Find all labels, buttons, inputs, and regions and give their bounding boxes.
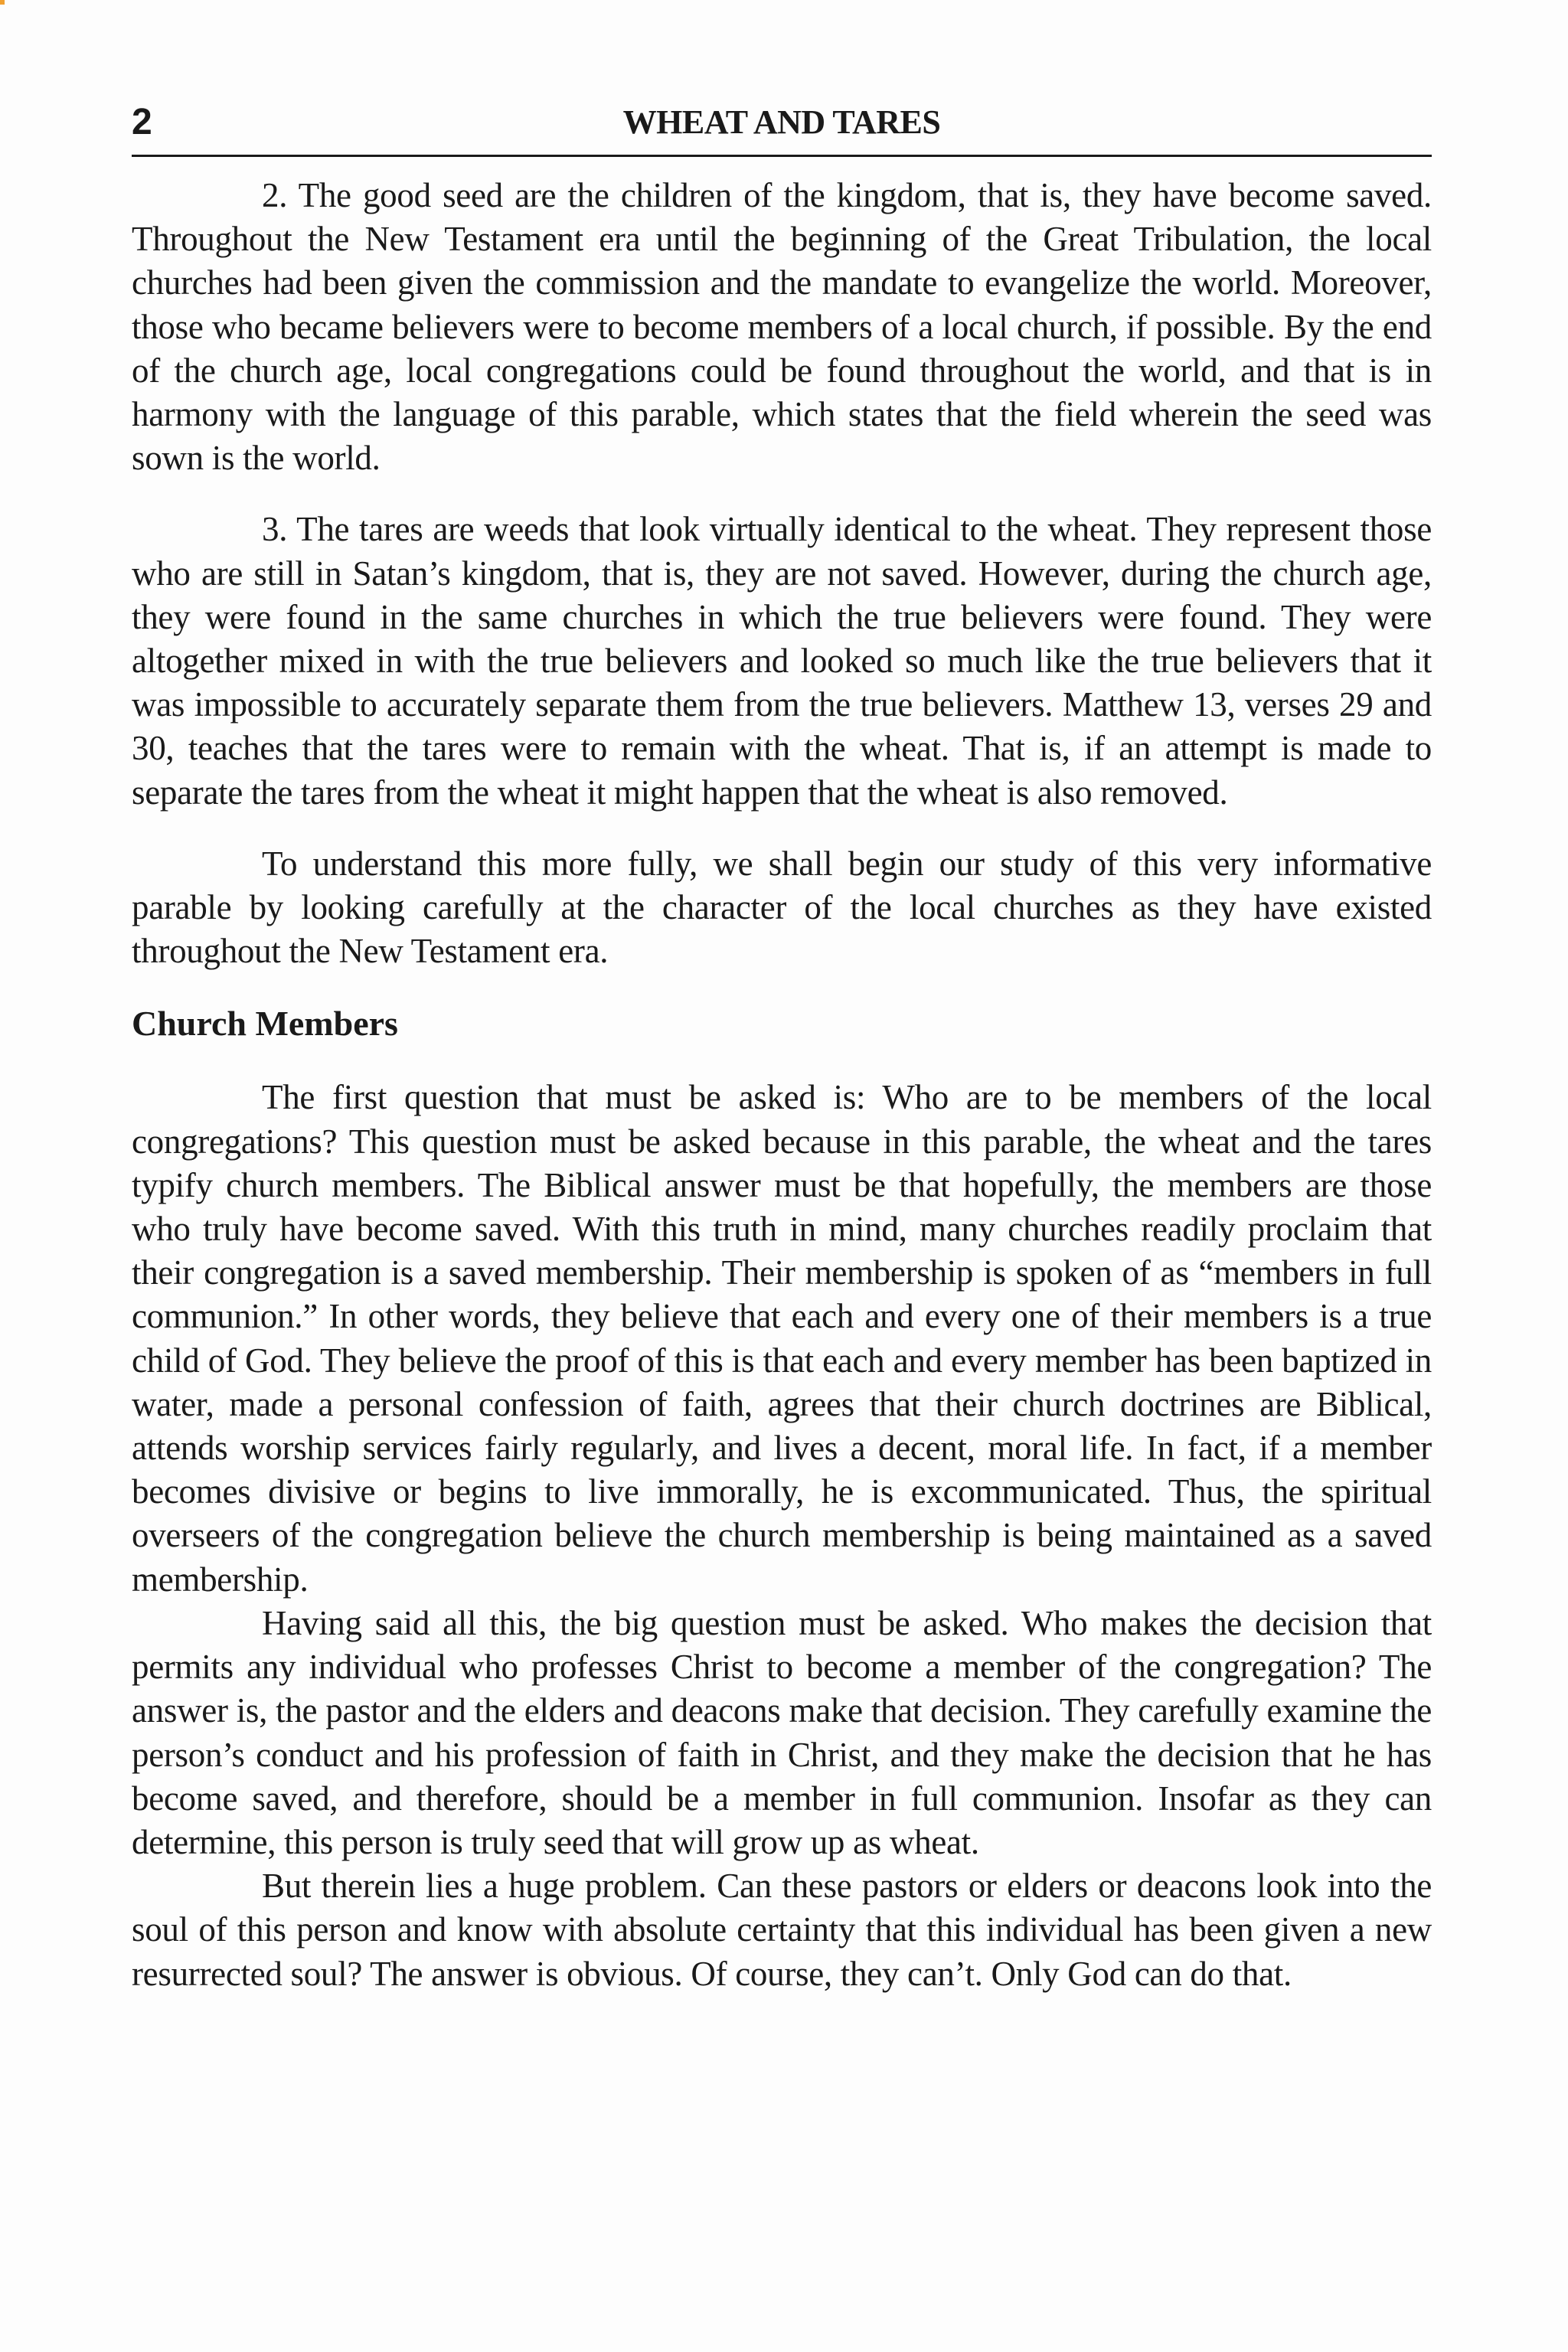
paragraph-good-seed: 2. The good seed are the children of the kingdom, that is, they have become saved. Throughout the New Testament era until the beginning of the Great Tribulation, the local churches had been given the commission and the mandate to evangelize the world. Moreover, those who became believers were to become members of a local church, if possible. By the end of the church age, local congregations could be found throughout the world, and that is in harmony with the language of this parable, which states that the field wherein the seed was sown is the world. — [132, 176, 1432, 478]
page-number: 2 — [132, 102, 152, 142]
book-page — [132, 100, 1432, 1996]
body-text — [132, 157, 1432, 1996]
paragraph-big-question: Having said all this, the big question must be asked. Who makes the decision that permits any individual who professes Christ to become a member of the congregation? The answer is, the pastor and the elders and deacons make that decision. They carefully examine the person’s conduct and his profession of faith in Christ, and they make the decision that he has become saved, and therefore, should be a member in full communion. Insofar as they can determine, this person is truly seed that will grow up as wheat. — [132, 1603, 1432, 1861]
paragraph-huge-problem: But therein lies a huge problem. Can these pastors or elders or deacons look into the soul of this person and know with absolute certainty that this individual has been given a new resurrected soul? The answer is obvious. Of course, they can’t. Only God can do that. — [132, 1867, 1432, 1993]
section-heading: Church Members — [132, 1004, 398, 1044]
paragraph-understand: To understand this more fully, we shall begin our study of this very informative parable by looking carefully at the character of the local churches as they have existed throughout the New Testament era. — [132, 844, 1432, 971]
corner-mark — [0, 0, 5, 5]
paragraph-tares: 3. The tares are weeds that look virtually identical to the wheat. They represent those who are still in Satan’s kingdom, that is, they are not saved. However, during the church age, they were found in the same churches in which the true believers were found. They were altogether mixed in with the true believers and looked so much like the true believers that it was impossible to accurately separate them from the true believers. Matthew 13, verses 29 and 30, teaches that the tares were to remain with the wheat. That is, if an attempt is made to separate the tares from the wheat it might happen that the wheat is also removed. — [132, 510, 1432, 812]
running-head — [132, 100, 1432, 157]
running-title: WHEAT AND TARES — [622, 103, 941, 141]
paragraph-first-question: The first question that must be asked is: Who are to be members of the local congregations? This question must be asked because in this parable, the wheat and the tares typify church members. The Biblical answer must be that hopefully, the members are those who truly have become saved. With this truth in mind, many churches readily proclaim that their congregation is a saved membership. Their membership is spoken of as “members in full communion.” In other words, they believe that each and every one of their members is a true child of God. They believe the proof of this is that each and every member has been baptized in water, made a personal confession of faith, agrees that their church doctrines are Biblical, attends worship services fairly regularly, and lives a decent, moral life. In fact, if a member becomes divisive or begins to live immorally, he is excommunicated. Thus, the spiritual overseers of the congregation believe the church membership is being maintained as a saved membership. — [132, 1078, 1432, 1599]
